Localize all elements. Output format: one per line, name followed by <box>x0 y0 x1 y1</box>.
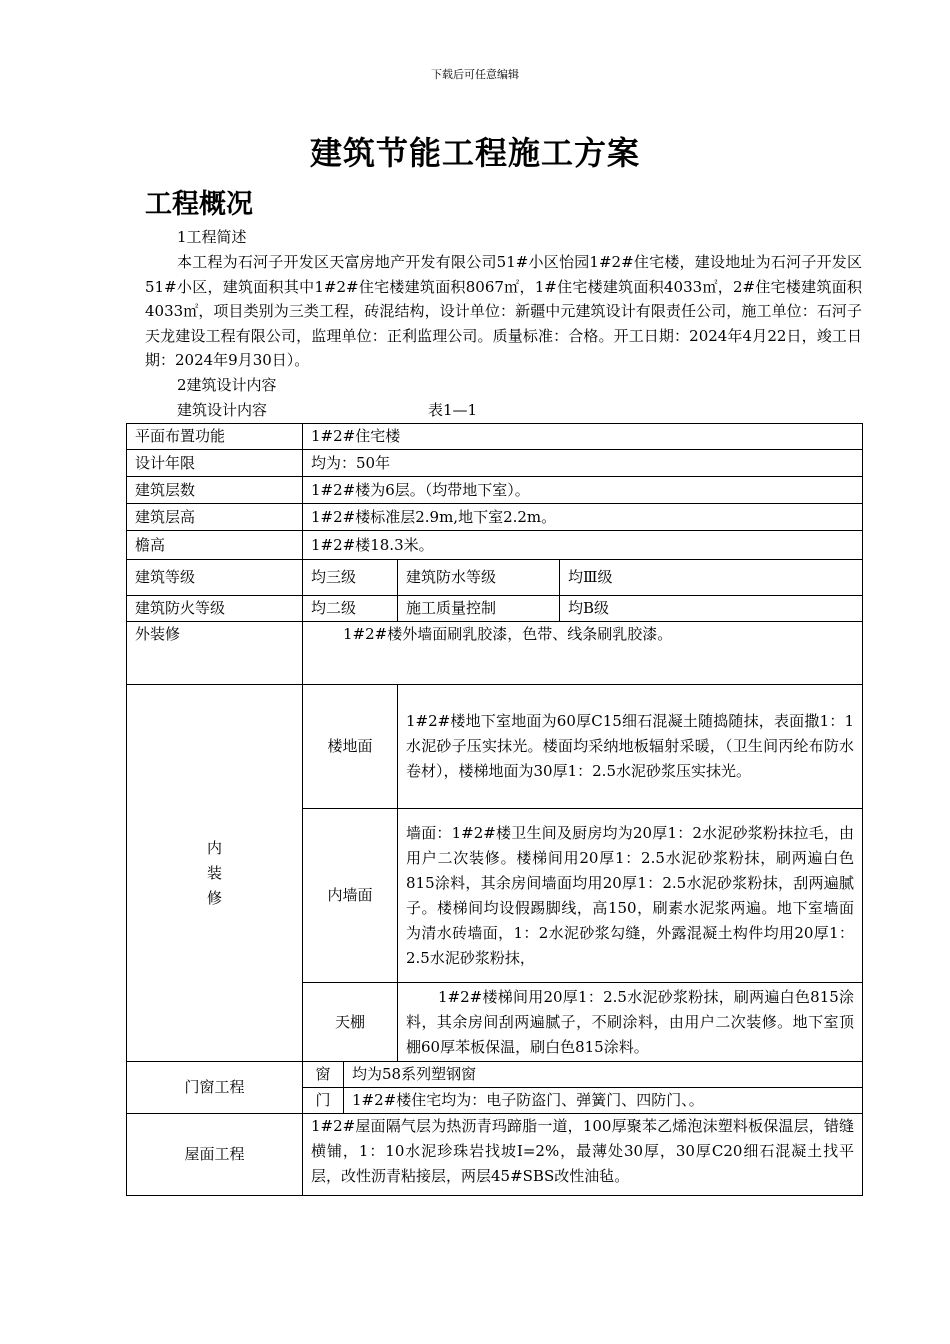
row-value: 1#2#楼标准层2.9m,地下室2.2m。 <box>303 504 863 531</box>
subsection-2-heading: 2建筑设计内容 <box>177 376 277 394</box>
table-row <box>127 504 863 531</box>
row-value: 均B级 <box>560 596 863 622</box>
section-title: 工程概况 <box>145 189 253 220</box>
row-label: 建筑等级 <box>127 560 303 596</box>
row-value: 均为：50年 <box>303 450 863 477</box>
row-value: 1#2#楼梯间用20厚1：2.5水泥砂浆粉抹，刷两遍白色815涂料，其余房间刮两遍腻子，不刷涂料，由用户二次装修。地下室顶棚60厚苯板保温，刷白色815涂料。 <box>398 983 863 1062</box>
row-label: 外装修 <box>127 622 303 685</box>
table-caption-number: 表1—1 <box>428 401 478 419</box>
interior-char: 装 <box>206 863 222 882</box>
row-label: 窗 <box>303 1062 344 1088</box>
table-row <box>127 450 863 477</box>
row-value: 均为58系列塑钢窗 <box>344 1062 863 1088</box>
row-value: 1#2#楼住宅均为：电子防盗门、弹簧门、四防门、。 <box>344 1088 863 1114</box>
row-value: 均Ⅲ级 <box>560 560 863 596</box>
design-content-table <box>126 423 863 1196</box>
table-row <box>127 1062 863 1088</box>
row-label: 施工质量控制 <box>398 596 560 622</box>
row-value: 1#2#楼为6层。（均带地下室）。 <box>303 477 863 504</box>
row-label: 建筑防水等级 <box>398 560 560 596</box>
table-row <box>127 1114 863 1196</box>
project-overview-paragraph: 本工程为石河子开发区天富房地产开发有限公司51#小区怡园1#2#住宅楼，建设地址为石河子开发区51#小区，建筑面积其中1#2#住宅楼建筑面积8067㎡，1#住宅楼建筑面积4033㎡，2#住宅楼建筑面积4033㎡，项目类别为三类工程，砖混结构，设计单位：新疆中元建筑设计有限责任公司，施工单位：石河子天龙建设工程有限公司，监理单位：正利监理公司。质量标准：合格。开工日期：2024年4月22日，竣工日期：2024年9月30日）。 <box>145 253 862 369</box>
row-label: 檐高 <box>127 531 303 560</box>
table-row <box>127 622 863 685</box>
row-value: 墙面：1#2#楼卫生间及厨房均为20厚1：2水泥砂浆粉抹拉毛，由用户二次装修。楼梯间用20厚1：2.5水泥砂浆粉抹，刷两遍白色815涂料，其余房间墙面均用20厚1：2.5水泥砂浆粉抹，刮两遍腻子。楼梯间均设假踢脚线，高150，刷素水泥浆两遍。地下室墙面为清水砖墙面，1：2水泥砂浆勾缝，外露混凝土构件均用20厚1：2.5水泥砂浆粉抹， <box>398 809 863 983</box>
row-label: 屋面工程 <box>127 1114 303 1196</box>
row-label: 建筑层高 <box>127 504 303 531</box>
row-label: 天棚 <box>303 983 398 1062</box>
table-row <box>127 477 863 504</box>
row-label: 门 <box>303 1088 344 1114</box>
row-label: 建筑防火等级 <box>127 596 303 622</box>
table-row <box>127 685 863 809</box>
table-row <box>127 531 863 560</box>
row-value: 1#2#楼18.3米。 <box>303 531 863 560</box>
row-value: 均二级 <box>303 596 398 622</box>
interior-finish-label <box>127 685 303 1062</box>
row-value: 1#2#屋面隔气层为热沥青玛蹄脂一道，100厚聚苯乙烯泡沫塑料板保温层，错缝横铺，1：10水泥珍珠岩找坡I=2%，最薄处30厚，30厚C20细石混凝土找平层，改性沥青粘接层，两层45#SBS改性油毡。 <box>303 1114 863 1196</box>
table-row <box>127 560 863 596</box>
row-label: 楼地面 <box>303 685 398 809</box>
interior-char: 内 <box>206 838 222 857</box>
row-label: 内墙面 <box>303 809 398 983</box>
subsection-1-heading: 1工程简述 <box>177 228 247 246</box>
row-value: 1#2#楼外墙面刷乳胶漆，色带、线条刷乳胶漆。 <box>303 622 863 685</box>
row-label: 平面布置功能 <box>127 424 303 450</box>
interior-char: 修 <box>206 888 222 907</box>
table-caption-title: 建筑设计内容 <box>177 401 268 419</box>
row-label: 门窗工程 <box>127 1062 303 1114</box>
table-row <box>127 596 863 622</box>
header-note: 下载后可任意编辑 <box>431 68 519 81</box>
row-label: 建筑层数 <box>127 477 303 504</box>
row-value: 均三级 <box>303 560 398 596</box>
row-label: 设计年限 <box>127 450 303 477</box>
row-value: 1#2#住宅楼 <box>303 424 863 450</box>
row-value: 1#2#楼地下室地面为60厚C15细石混凝土随捣随抹，表面撒1：1水泥砂子压实抹光。楼面均采纳地板辐射采暖，（卫生间丙纶布防水卷材），楼梯地面为30厚1：2.5水泥砂浆压实抹光。 <box>398 685 863 809</box>
document-title: 建筑节能工程施工方案 <box>309 134 640 172</box>
table-row <box>127 424 863 450</box>
